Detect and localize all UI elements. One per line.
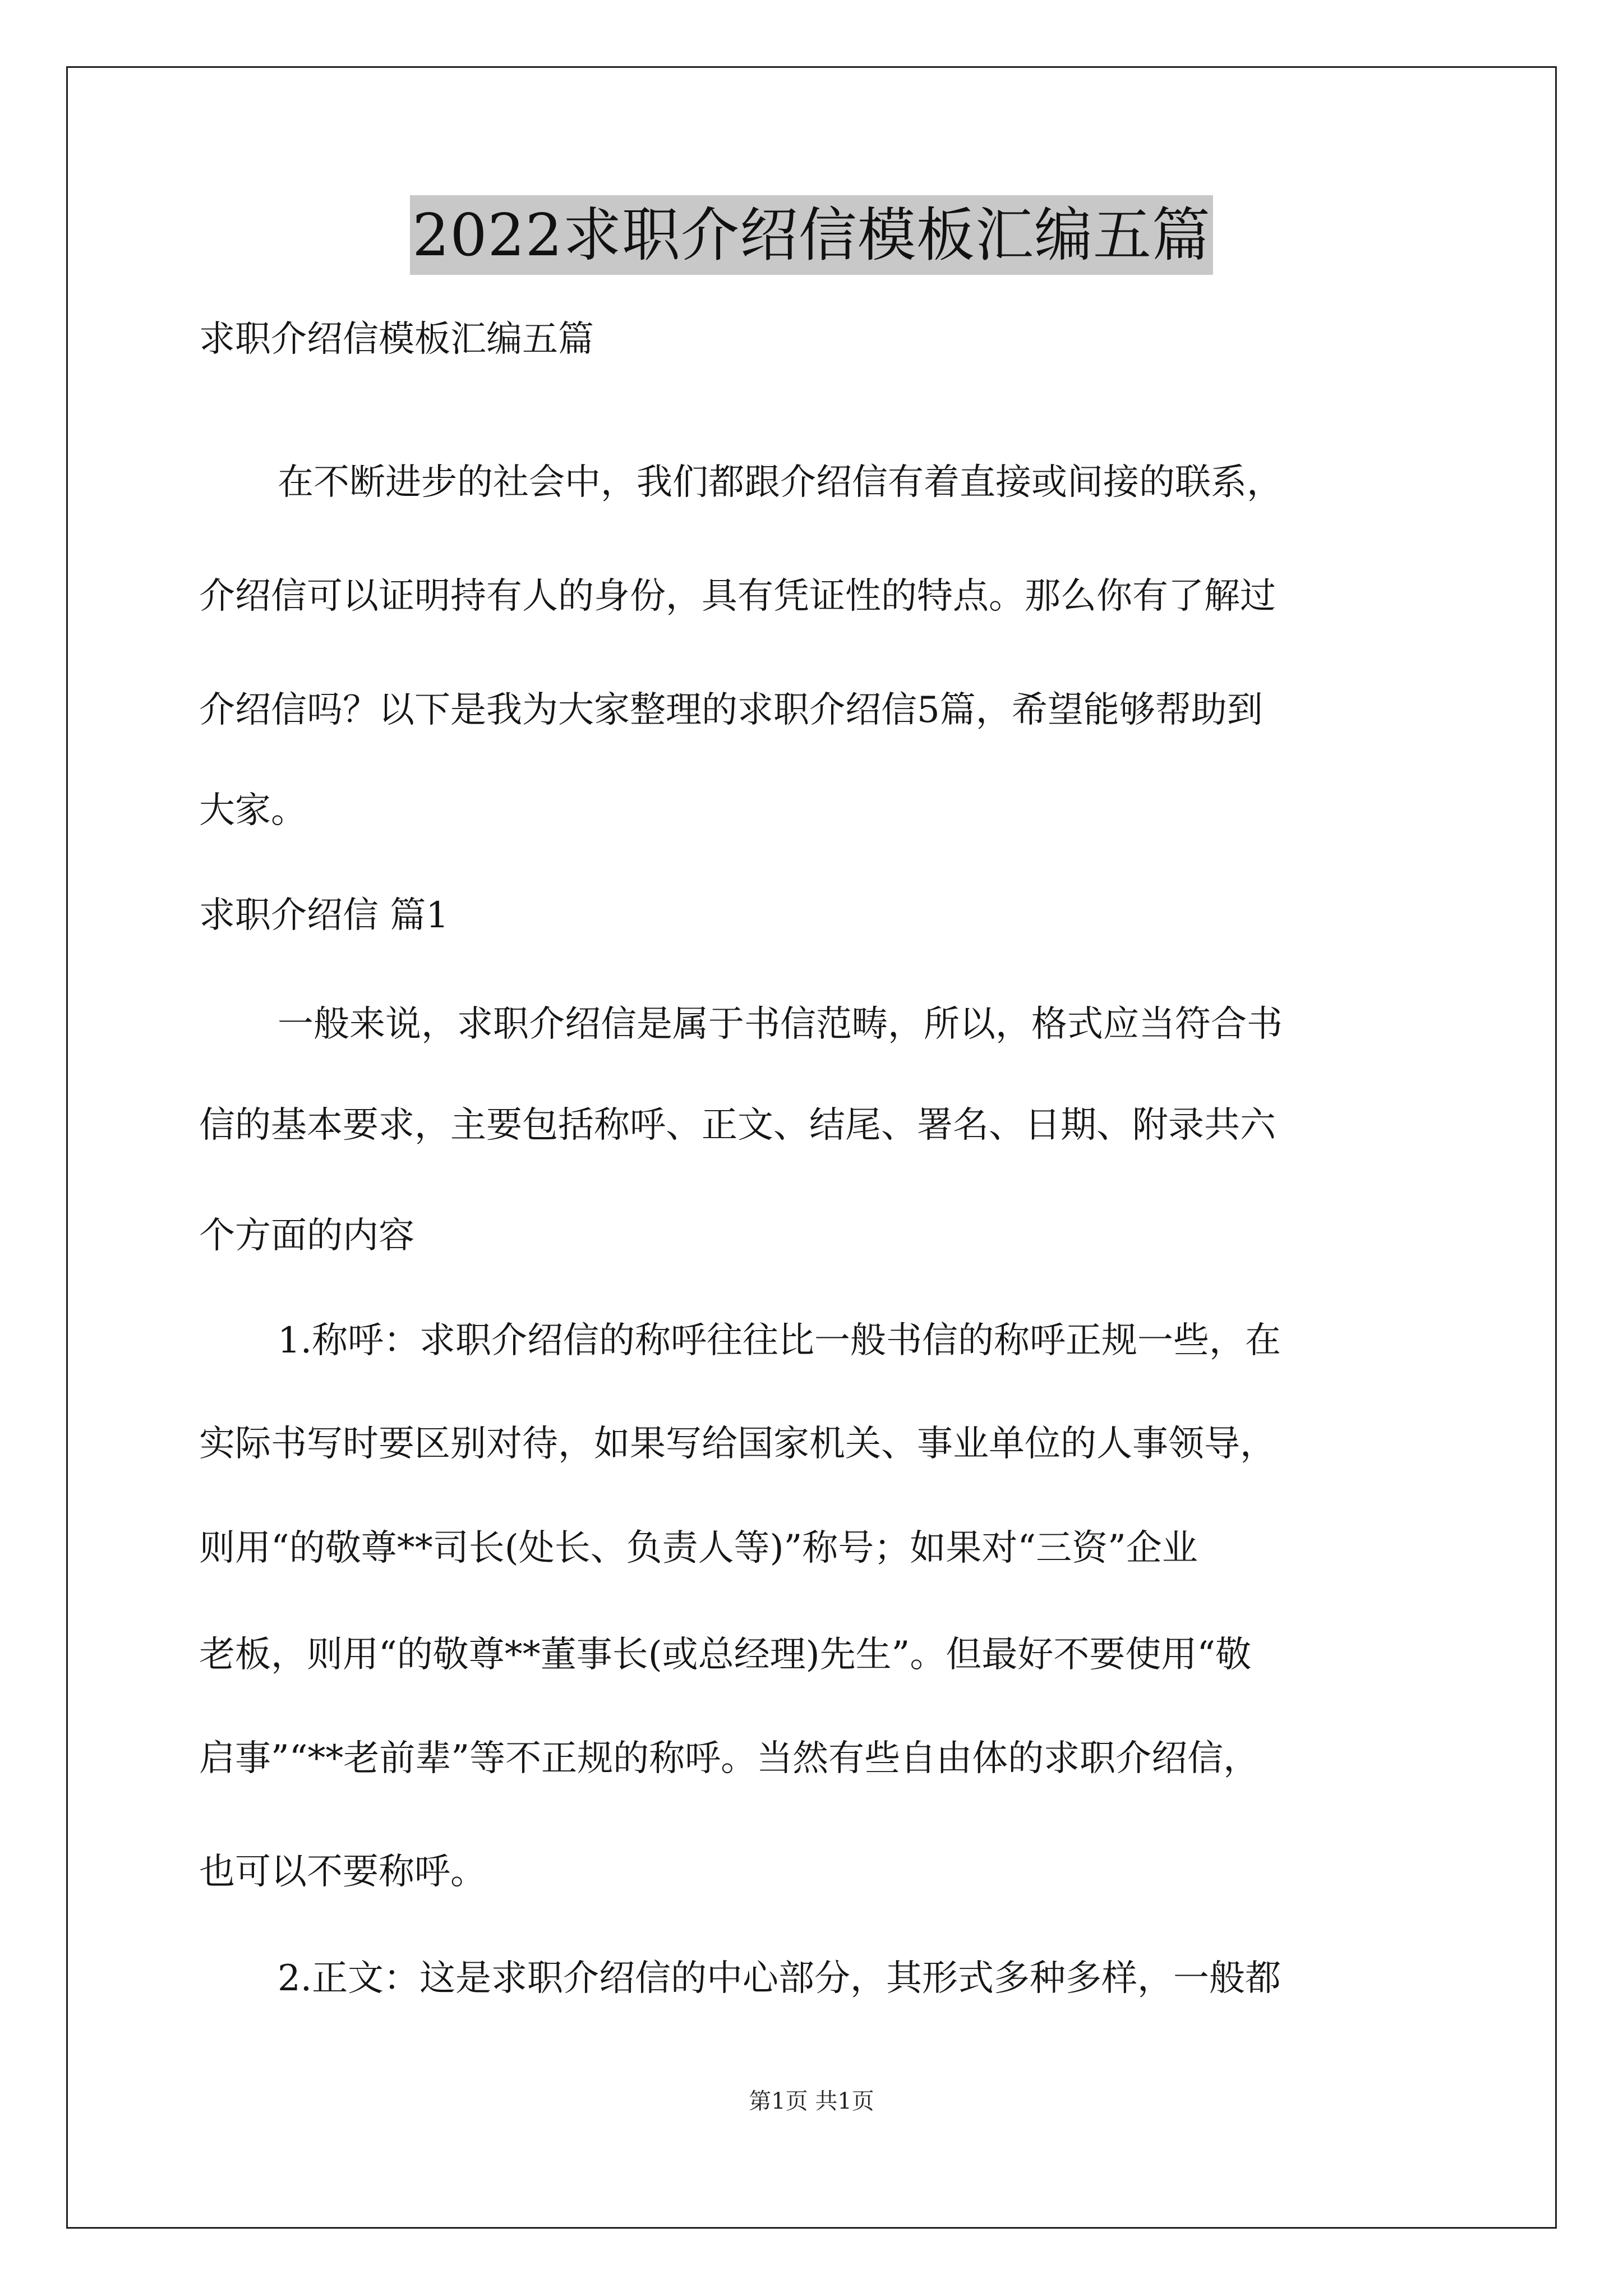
paragraph-line: 介绍信吗？以下是我为大家整理的求职介绍信5篇，希望能够帮助到 (199, 689, 1263, 731)
paragraph-line: 也可以不要称呼。 (199, 1851, 486, 1893)
paragraph-line: 介绍信可以证明持有人的身份，具有凭证性的特点。那么你有了解过 (199, 576, 1276, 617)
paragraph-line: 一般来说，求职介绍信是属于书信范畴，所以，格式应当符合书 (278, 1004, 1283, 1045)
paragraph-line: 大家。 (199, 790, 307, 831)
section-heading: 求职介绍信 篇1 (199, 895, 449, 936)
paragraph-line: 信的基本要求，主要包括称呼、正文、结尾、署名、日期、附录共六 (199, 1105, 1276, 1146)
title-container (0, 195, 1623, 275)
paragraph-line: 2.正文：这是求职介绍信的中心部分，其形式多种多样，一般都 (278, 1958, 1281, 1999)
subtitle-line: 求职介绍信模板汇编五篇 (199, 319, 594, 360)
paragraph-line: 1.称呼：求职介绍信的称呼往往比一般书信的称呼正规一些，在 (278, 1320, 1281, 1361)
paragraph-line: 实际书写时要区别对待，如果写给国家机关、事业单位的人事领导， (199, 1423, 1276, 1465)
paragraph-line: 在不断进步的社会中，我们都跟介绍信有着直接或间接的联系， (278, 462, 1283, 503)
paragraph-line: 老板，则用“的敬尊**董事长(或总经理)先生”。但最好不要使用“敬 (199, 1634, 1252, 1676)
paragraph-line: 个方面的内容 (199, 1215, 414, 1257)
page-footer: 第1页 共1页 (749, 2088, 874, 2114)
paragraph-line: 启事”“**老前辈”等不正规的称呼。当然有些自由体的求职介绍信， (199, 1738, 1260, 1779)
document-title: 2022求职介绍信模板汇编五篇 (410, 195, 1213, 275)
paragraph-line: 则用“的敬尊**司长(处长、负责人等)”称号；如果对“三资”企业 (199, 1527, 1198, 1569)
